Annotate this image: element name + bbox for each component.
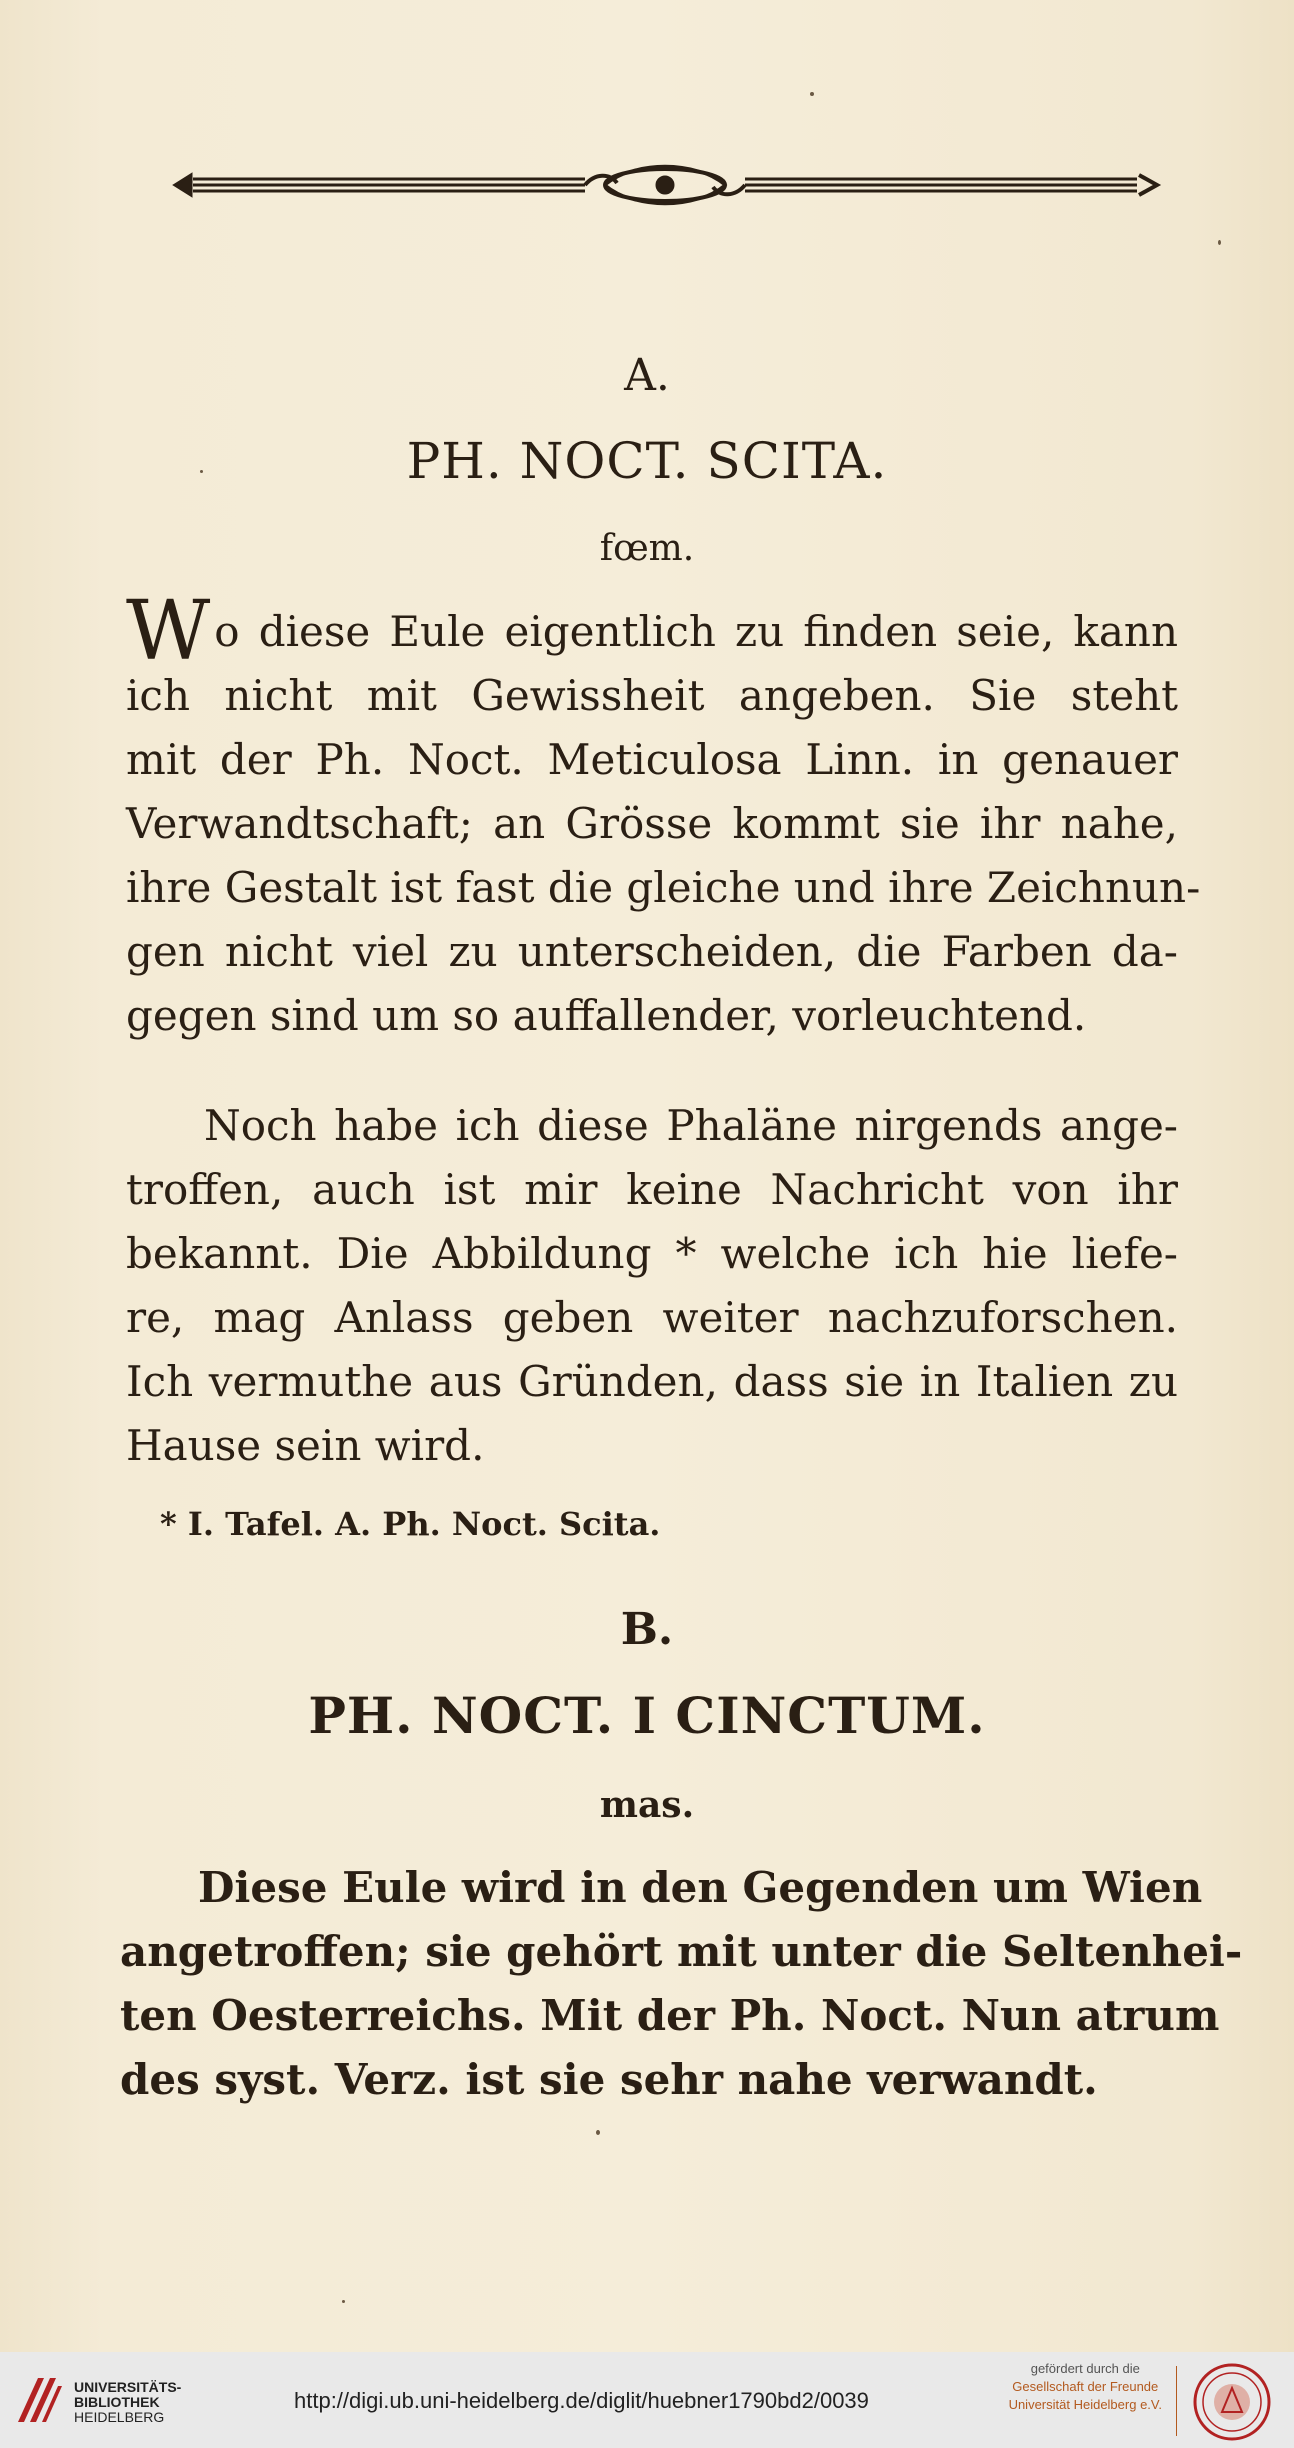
paper-speck <box>1218 240 1221 245</box>
sponsor-block <box>1009 2360 1162 2414</box>
drop-cap: W <box>126 584 211 679</box>
library-line-2: BIBLIOTHEK <box>74 2394 160 2410</box>
text-line: des syst. Verz. ist sie sehr nahe verwandt. <box>120 2055 1098 2104</box>
text-line: Hause sein wird. <box>126 1421 485 1470</box>
text-line: bekannt. Die Abbildung * welche ich hie liefe- <box>126 1229 1178 1278</box>
footnote: * I. Tafel. A. Ph. Noct. Scita. <box>160 1505 661 1543</box>
permalink-url[interactable]: http://digi.ub.uni-heidelberg.de/diglit/huebner1790bd2/0039 <box>294 2388 869 2413</box>
sponsor-org-line-2: Universität Heidelberg e.V. <box>1008 2397 1162 2412</box>
paper-speck <box>200 470 203 473</box>
sponsor-org-line-1: Gesellschaft der Freunde <box>1012 2379 1159 2394</box>
section-a-paragraph-2 <box>126 1094 1178 1478</box>
section-a-title: PH. NOCT. SCITA. <box>406 432 888 490</box>
library-line-1: UNIVERSITÄTS- <box>74 2379 182 2395</box>
paper-speck <box>810 92 814 96</box>
section-b-title: PH. NOCT. I CINCTUM. <box>308 1686 986 1745</box>
text-line: re, mag Anlass geben weiter nachzuforschen. <box>126 1293 1178 1342</box>
library-line-3: HEIDELBERG <box>74 2409 165 2425</box>
library-logo-icon <box>14 2372 66 2428</box>
sponsor-intro: gefördert durch die <box>1030 2361 1140 2376</box>
text-line: o diese Eule eigentlich zu finden seie, kann <box>214 607 1178 656</box>
text-line: Verwandtschaft; an Grösse kommt sie ihr nahe, <box>126 799 1178 848</box>
text-line: Noch habe ich diese Phaläne nirgends ange- <box>204 1101 1178 1150</box>
library-name <box>74 2380 181 2425</box>
divider <box>1176 2366 1177 2436</box>
text-line: gen nicht viel zu unterscheiden, die Farben da- <box>126 927 1178 976</box>
text-line: Diese Eule wird in den Gegenden um Wien <box>198 1863 1203 1912</box>
text-line: ten Oesterreichs. Mit der Ph. Noct. Nun atrum <box>120 1991 1220 2040</box>
text-line: angetroffen; sie gehört mit unter die Seltenhei- <box>120 1927 1243 1976</box>
ornament-divider <box>165 155 1165 215</box>
text-line: troffen, auch ist mir keine Nachricht von ihr <box>126 1165 1178 1214</box>
text-line: ihre Gestalt ist fast die gleiche und ihre Zeichnun- <box>126 863 1201 912</box>
footer-bar <box>0 2352 1294 2448</box>
paper-speck <box>342 2300 345 2303</box>
text-line: gegen sind um so auffallender, vorleuchtend. <box>126 991 1087 1040</box>
section-b-paragraph-1 <box>120 1856 1243 2112</box>
section-b-sex: mas. <box>599 1784 695 1826</box>
section-b-letter: B. <box>620 1604 674 1655</box>
section-a-sex: fœm. <box>599 528 695 569</box>
section-a-letter: A. <box>624 350 670 401</box>
text-line: mit der Ph. Noct. Meticulosa Linn. in genauer <box>126 735 1178 784</box>
university-seal-icon <box>1192 2362 1272 2442</box>
section-a-paragraph-1 <box>126 584 1201 1048</box>
paper-speck <box>596 2130 600 2135</box>
text-line: Ich vermuthe aus Gründen, dass sie in Italien zu <box>126 1357 1178 1406</box>
text-line: ich nicht mit Gewissheit angeben. Sie steht <box>126 671 1178 720</box>
